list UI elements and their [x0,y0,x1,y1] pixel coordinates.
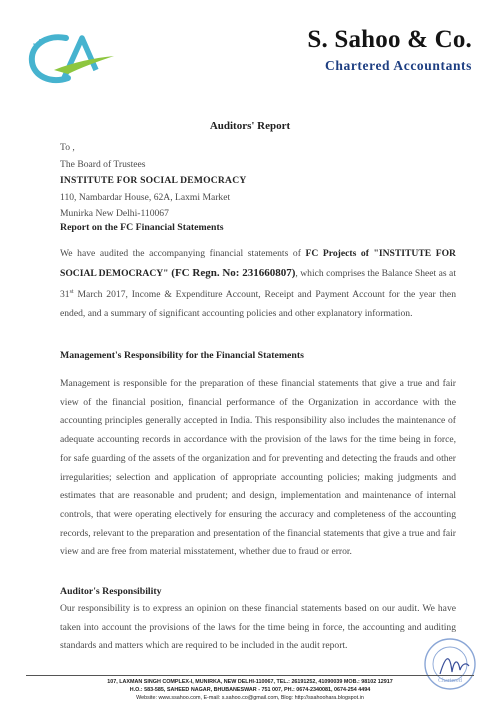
footer-divider [26,675,474,676]
firm-header [307,26,472,74]
addressee-line1: The Board of Trustees [60,158,146,170]
report-title: Auditors' Report [209,120,291,132]
seal-text: Chartered [438,678,462,684]
addressee-line4: Munirka New Delhi-110067 [60,208,169,219]
footer-address [0,678,500,703]
addressee-line3: 110, Nambardar House, 62A, Laxmi Market [60,191,231,203]
footer-line1: 107, LAXMAN SINGH COMPLEX-I, MUNIRKA, NEW DELHI-110067, TEL.: 26191252, 41090039 MOB.: 98102 12917 [107,679,393,685]
p1-text-a: We have audited the accompanying financial statements of [60,248,306,259]
firm-name: S. Sahoo & Co. [307,26,472,53]
ca-logo-icon [24,28,116,90]
p1-regn: (FC Regn. No: 231660807) [168,266,296,279]
p1-text-d: , which comprises the Balance Sheet as at 31 [60,267,456,301]
firm-subtitle: Chartered Accountants [325,58,472,73]
paragraph-auditor: Our responsibility is to express an opinion on these financial statements based on our audit. We have taken into account the provisions of the laws for the time being in force, the accounting and auditing standards and matters which are required to be included in the audit report. [60,603,456,652]
addressee-to: To , [60,142,75,153]
addressee-block [60,140,246,223]
p1-entity: FC Projects of "INSTITUTE FOR SOCIAL DEMOCRACY" [60,248,456,279]
paragraph-fc [60,245,456,324]
p1-sup: st [69,289,74,296]
p1-text-e: March 2017, Income & Expenditure Account, Receipt and Payment Account for the year then ended, and a summary of significant accounting policies and other explanatory information. [60,289,456,320]
addressee-org: INSTITUTE FOR SOCIAL DEMOCRACY [60,175,247,186]
footer-line3: Website: www.ssahoo.com, E-mail: s.sahoo.co@gmail.com, Blog: http://ssahoohara.blogspot.in [136,695,364,702]
management-heading: Management's Responsibility for the Financial Statements [60,350,304,361]
footer-line2: H.O.: 583-585, SAHEED NAGAR, BHUBANESWAR - 751 007, PH.: 0674-2340081, 0674-254 4494 [129,687,371,694]
paragraph-management: Management is responsible for the preparation of these financial statements that give a true and fair view of the financial position, financial performance of the Organization in accordance with the accounting principles generally accepted in India. This responsibility also includes the maintenance of adequate accounting records in accordance with the provision of the laws for the time being in force, for safe guarding of the assets of the organization and for preventing and detecting the frauds and other irregularities; selection and application of appropriate accounting policies; making judgments and estimates that are reasonable and prudent; and design, implementation and maintenance of internal controls, that were operating electively for ensuring the accuracy and completeness of the accounting records, relevant to the preparation and presentation of the financial statements that give a true and fair view and are free from material misstatement, whether due to fraud or error. [60,378,456,558]
auditor-heading: Auditor's Responsibility [60,586,162,597]
fc-heading: Report on the FC Financial Statements [60,222,224,233]
